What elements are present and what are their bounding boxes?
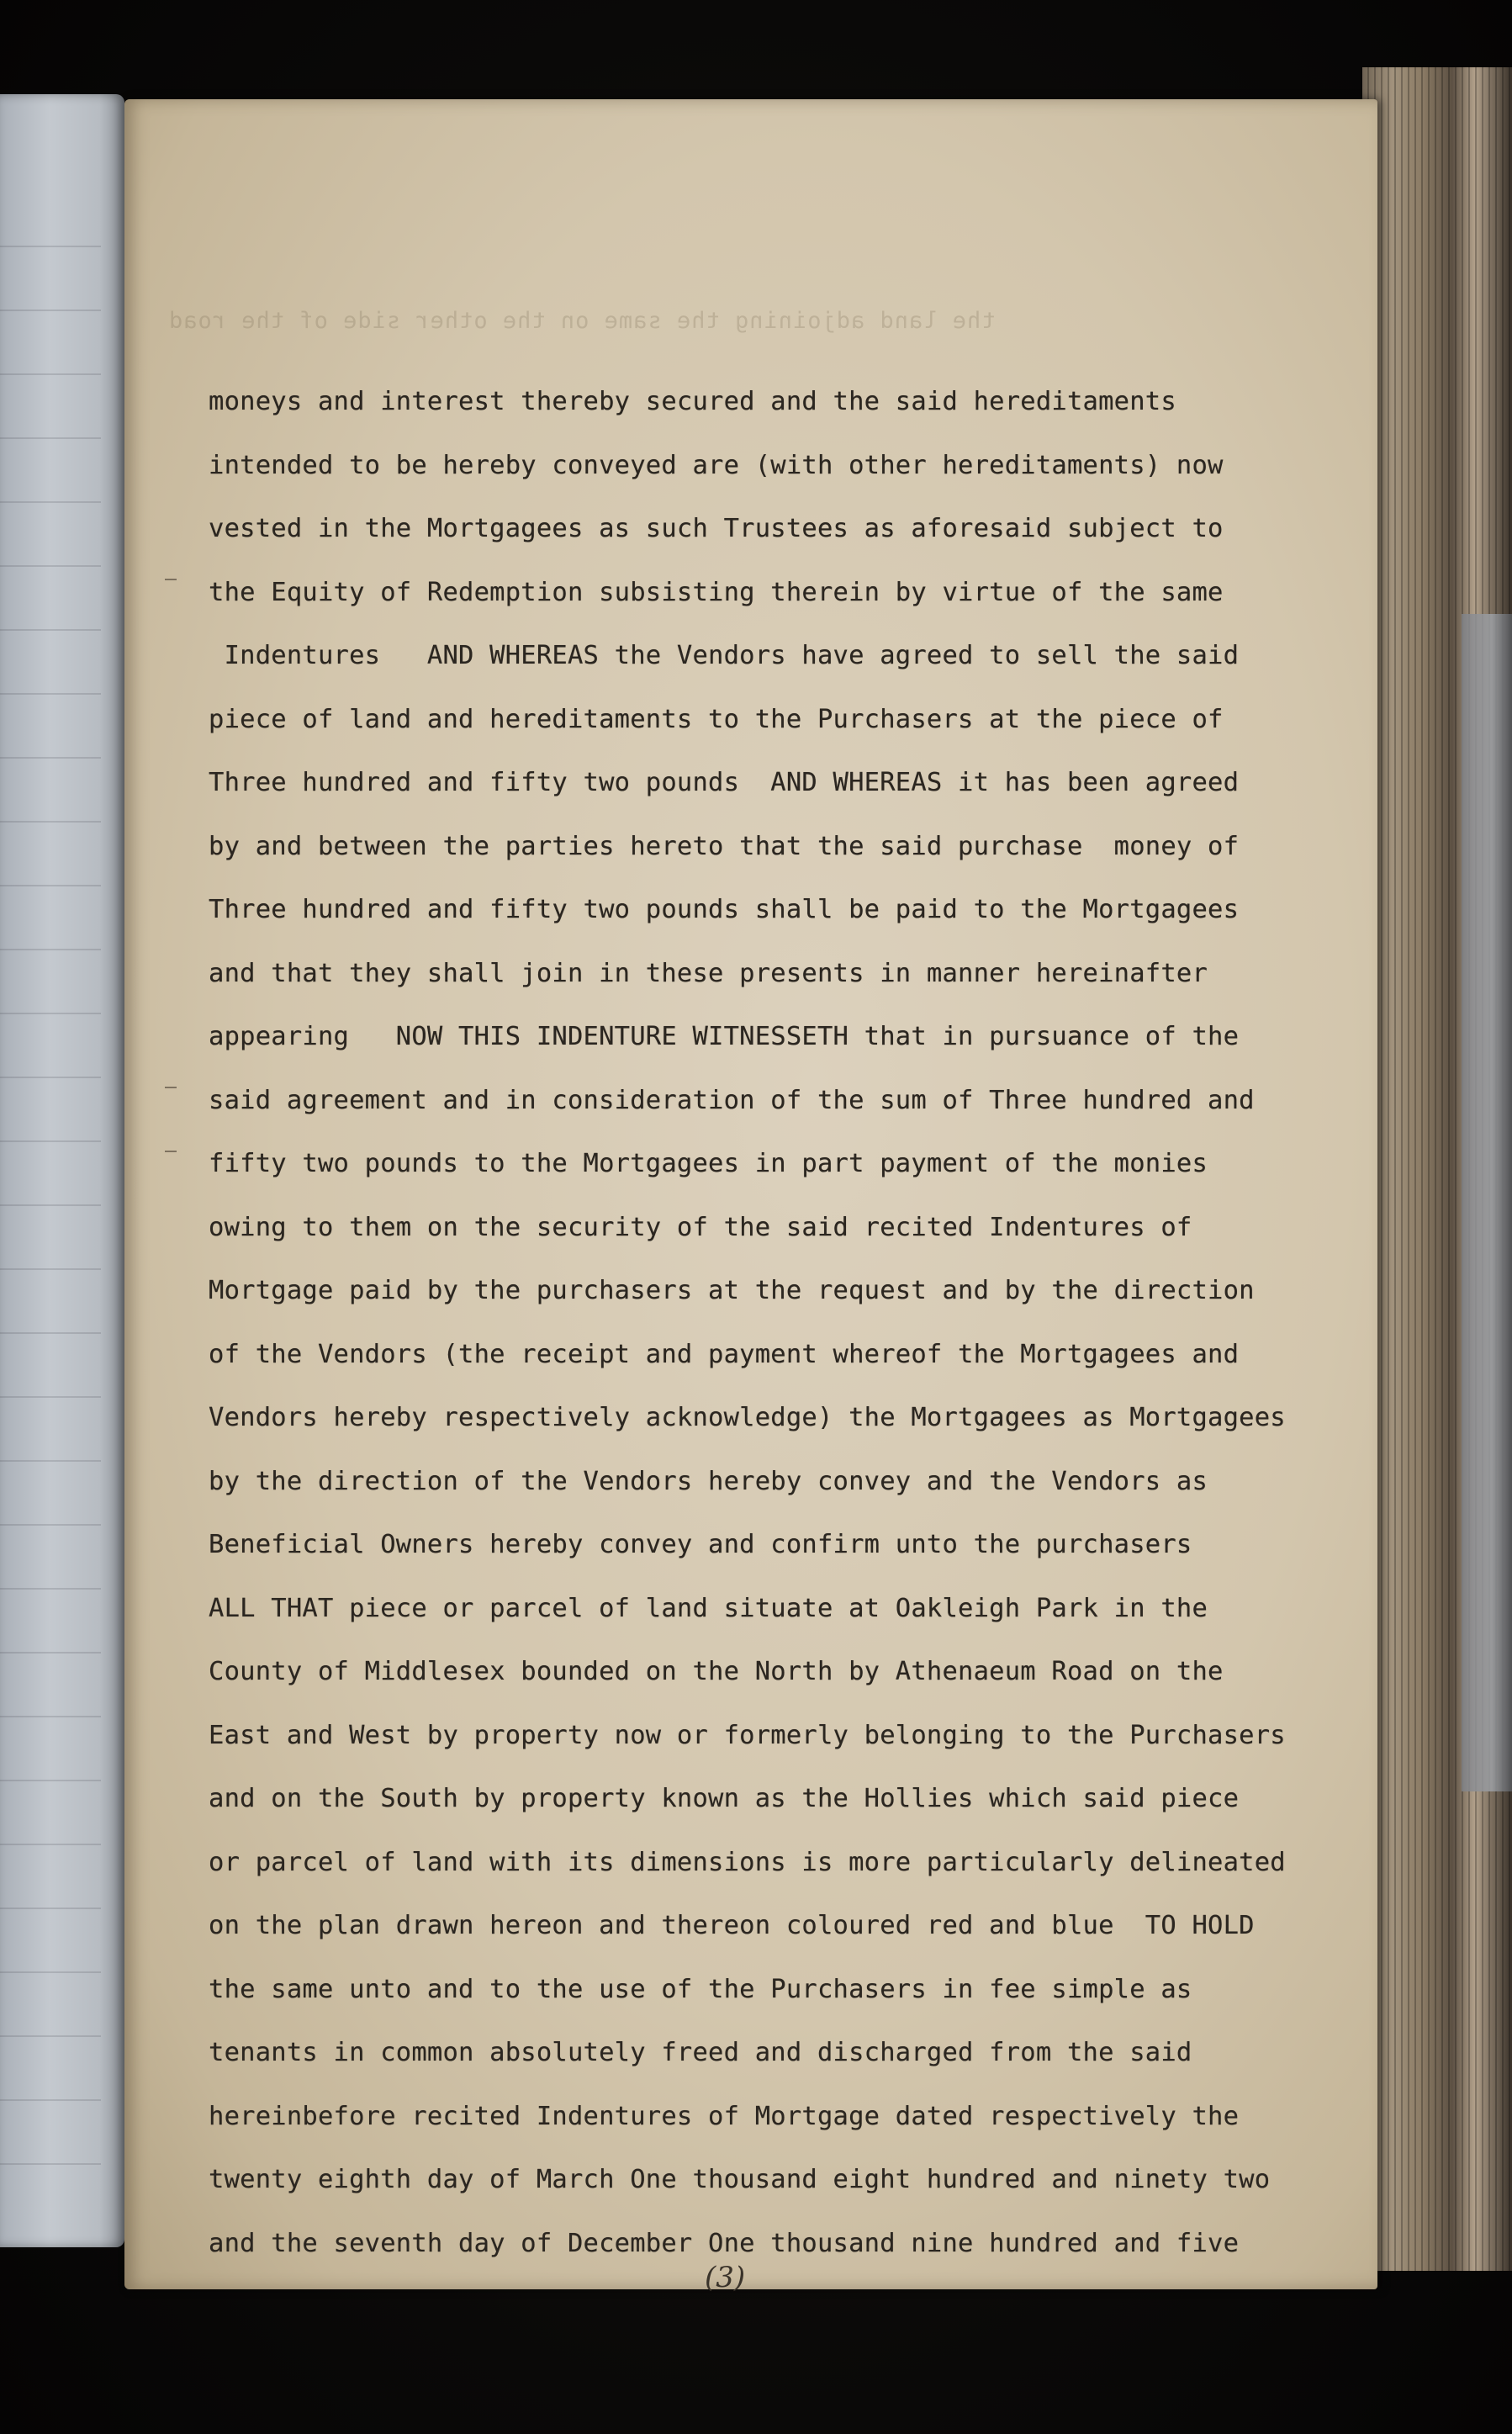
adjacent-left-page (0, 94, 124, 2247)
text-line: by and between the parties hereto that the said purchase money of (209, 831, 1240, 861)
text-line: Three hundred and fifty two pounds AND WHEREAS it has been agreed (209, 768, 1240, 797)
text-line: and on the South by property known as the Hollies which said piece (209, 1784, 1240, 1813)
text-line: owing to them on the security of the said recited Indentures of (209, 1212, 1192, 1242)
text-line: or parcel of land with its dimensions is more particularly delineated (209, 1847, 1286, 1877)
text-line: of the Vendors (the receipt and payment whereof the Mortgagees and (209, 1339, 1240, 1369)
adjacent-map-sheet (1462, 614, 1512, 1791)
text-line: Mortgage paid by the purchasers at the request and by the direction (209, 1276, 1255, 1305)
text-line: Vendors hereby respectively acknowledge) the Mortgagees as Mortgagees (209, 1403, 1286, 1432)
text-line: Beneficial Owners hereby convey and confirm unto the purchasers (209, 1530, 1192, 1559)
text-line: East and West by property now or formerly belonging to the Purchasers (209, 1720, 1286, 1750)
text-line: twenty eighth day of March One thousand eight hundred and ninety two (209, 2165, 1271, 2194)
text-line: by the direction of the Vendors hereby convey and the Vendors as (209, 1466, 1208, 1496)
text-line: intended to be hereby conveyed are (with other hereditaments) now (209, 450, 1224, 480)
page-number: (3) (705, 2261, 746, 2294)
text-line: and the seventh day of December One thousand nine hundred and five (209, 2228, 1240, 2258)
margin-mark (165, 579, 177, 580)
margin-mark (165, 1151, 177, 1152)
text-line: and that they shall join in these presents in manner hereinafter (209, 958, 1208, 988)
margin-mark (165, 1087, 177, 1088)
adjacent-page-text-lines (0, 195, 101, 2214)
text-line: on the plan drawn hereon and thereon coloured red and blue TO HOLD (209, 1911, 1255, 1940)
text-line: said agreement and in consideration of the sum of Three hundred and (209, 1085, 1255, 1115)
text-line: County of Middlesex bounded on the North by Athenaeum Road on the (209, 1657, 1224, 1686)
text-line: tenants in common absolutely freed and discharged from the said (209, 2038, 1192, 2067)
text-line: the Equity of Redemption subsisting therein by virtue of the same (209, 577, 1224, 607)
bleed-through-text: the land adjoining the same on the other side of the road (168, 308, 996, 334)
text-line: hereinbefore recited Indentures of Mortgage dated respectively the (209, 2101, 1240, 2131)
text-line: piece of land and hereditaments to the Purchasers at the piece of (209, 704, 1224, 734)
text-line: Three hundred and fifty two pounds shall be paid to the Mortgagees (209, 895, 1240, 924)
text-line: the same unto and to the use of the Purchasers in fee simple as (209, 1974, 1192, 2004)
text-line: fifty two pounds to the Mortgagees in part payment of the monies (209, 1149, 1208, 1178)
text-line: vested in the Mortgagees as such Trustees as aforesaid subject to (209, 514, 1224, 543)
typewritten-text (209, 370, 1361, 2275)
text-line: moneys and interest thereby secured and the said hereditaments (209, 387, 1176, 416)
text-line: ALL THAT piece or parcel of land situate at Oakleigh Park in the (209, 1593, 1208, 1623)
text-line: appearing NOW THIS INDENTURE WITNESSETH that in pursuance of the (209, 1022, 1240, 1051)
text-line: Indentures AND WHEREAS the Vendors have agreed to sell the said (209, 641, 1240, 670)
book-page-edges (1362, 67, 1512, 2271)
